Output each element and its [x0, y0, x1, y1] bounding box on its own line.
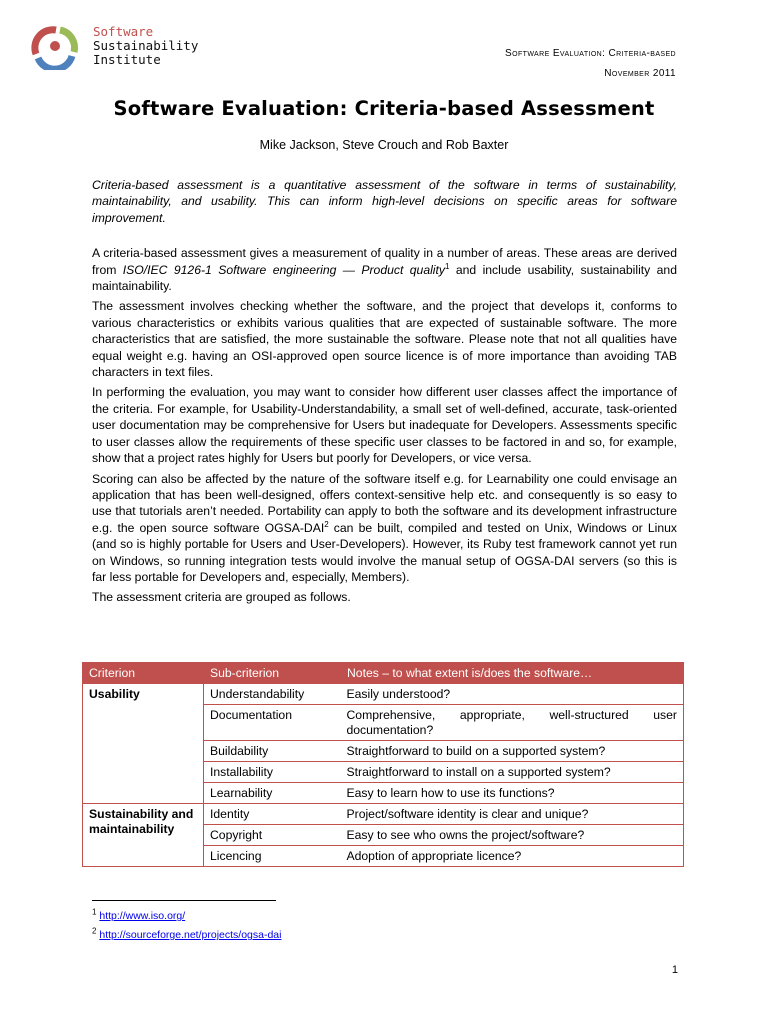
logo-line-1: Software: [93, 24, 154, 39]
paragraph-2: The assessment involves checking whether the software, and the project that develops it, conforms to various characteristics or exhibits various qualities that are expected of sustainable software. The more characteristics that are satisfied, the more sustainable the software. Please note that not all qualities have equal weight e.g. having an OSI-approved open source licence is of more importance than avoiding TAB characters in text files.: [92, 299, 677, 380]
sub-criterion-cell: Understandability: [204, 684, 341, 705]
table-row: [83, 804, 684, 825]
paragraph-1-text-a: A criteria-based assessment gives a measurement of quality in a number of areas. These areas are derived from: [92, 246, 677, 277]
paragraph-3: In performing the evaluation, you may want to consider how different user classes affect the importance of the criteria. For example, for Usability-Understandability, a small set of well-defined, accurate, task-oriented user documentation may be comprehensive for Users but inadequate for Developers. Assessments specific to user classes allow the requirements of these specific user classes to be factored in and so, for example, show that a project rates highly for Users but poorly for Developers, or vice versa.: [92, 385, 677, 466]
table-header-row: [83, 663, 684, 684]
document-title: Software Evaluation: Criteria-based Assessment: [113, 97, 655, 120]
table-row: [83, 684, 684, 705]
notes-cell: Project/software identity is clear and unique?: [341, 804, 684, 825]
logo-wordmark: [93, 25, 198, 67]
iso-standard-reference: ISO/IEC 9126-1 Software engineering — Product quality: [122, 262, 445, 277]
notes-cell: Easily understood?: [341, 684, 684, 705]
notes-cell: Comprehensive, appropriate, well-structured user documentation?: [341, 705, 684, 741]
running-header-date: November 2011: [604, 68, 676, 79]
logo-line-3: Institute: [93, 52, 161, 67]
footnote-ref-2[interactable]: 2: [324, 519, 329, 529]
footnote-1-number: 1: [92, 907, 97, 917]
criterion-cell: Sustainability and maintainability: [83, 804, 204, 867]
notes-cell: Adoption of appropriate licence?: [341, 846, 684, 867]
footnote-divider: [92, 900, 276, 901]
paragraph-1: [92, 245, 677, 294]
document-authors: Mike Jackson, Steve Crouch and Rob Baxter: [259, 138, 509, 152]
paragraph-1-text-b: and include usability, sustainability and maintainability.: [92, 262, 677, 294]
running-header: [505, 44, 676, 84]
notes-cell: Straightforward to build on a supported system?: [341, 741, 684, 762]
sub-criterion-cell: Copyright: [204, 825, 341, 846]
header-criterion: Criterion: [83, 663, 204, 684]
sub-criterion-cell: Learnability: [204, 783, 341, 804]
criteria-table: [82, 662, 684, 867]
paragraph-4-text-b: can be built, compiled and tested on Unix, Windows or Linux (and so is highly portable for Users and User-Developers). However, its Ruby test framework cannot yet run on Windows, so running integration tests would involve the manual setup of OGSA-DAI servers (so this is far less portable for Developers and, especially, Members).: [92, 520, 677, 584]
ssi-logo-icon: [22, 24, 90, 70]
header-sub-criterion: Sub-criterion: [204, 663, 341, 684]
abstract-paragraph: Criteria-based assessment is a quantitative assessment of the software in terms of sustainability, maintainability, and usability. This can inform high-level decisions on specific areas for software improvement.: [92, 178, 677, 225]
footnote-1: [92, 907, 186, 922]
footnote-ref-1[interactable]: 1: [445, 261, 450, 271]
criterion-cell: Usability: [83, 684, 204, 804]
sub-criterion-cell: Identity: [204, 804, 341, 825]
paragraph-4-text-a: Scoring can also be affected by the nature of the software itself e.g. for Learnability one could envisage an application that has been well-designed, offers context-sensitive help etc. and consequently is so easy to use that tutorials aren’t needed. Portability can apply to both the software and its development infrastructure e.g. the open source software OGSA-DAI: [92, 471, 677, 535]
logo-line-2: Sustainability: [93, 38, 199, 53]
notes-cell: Easy to see who owns the project/software?: [341, 825, 684, 846]
footnote-2: [92, 926, 282, 941]
sub-criterion-cell: Buildability: [204, 741, 341, 762]
running-header-title: Software Evaluation: Criteria-based: [505, 48, 676, 59]
footnote-1-link[interactable]: http://www.iso.org/: [99, 910, 186, 922]
footnote-2-number: 2: [92, 926, 97, 936]
sub-criterion-cell: Licencing: [204, 846, 341, 867]
document-body: [92, 177, 677, 610]
paragraph-5: The assessment criteria are grouped as follows.: [92, 590, 351, 605]
header-notes: Notes – to what extent is/does the software…: [341, 663, 684, 684]
page-number: 1: [671, 964, 678, 976]
sub-criterion-cell: Documentation: [204, 705, 341, 741]
paragraph-4: [92, 471, 677, 586]
footnote-2-link[interactable]: http://sourceforge.net/projects/ogsa-dai: [99, 929, 282, 941]
notes-cell: Easy to learn how to use its functions?: [341, 783, 684, 804]
notes-cell: Straightforward to install on a supported system?: [341, 762, 684, 783]
sub-criterion-cell: Installability: [204, 762, 341, 783]
